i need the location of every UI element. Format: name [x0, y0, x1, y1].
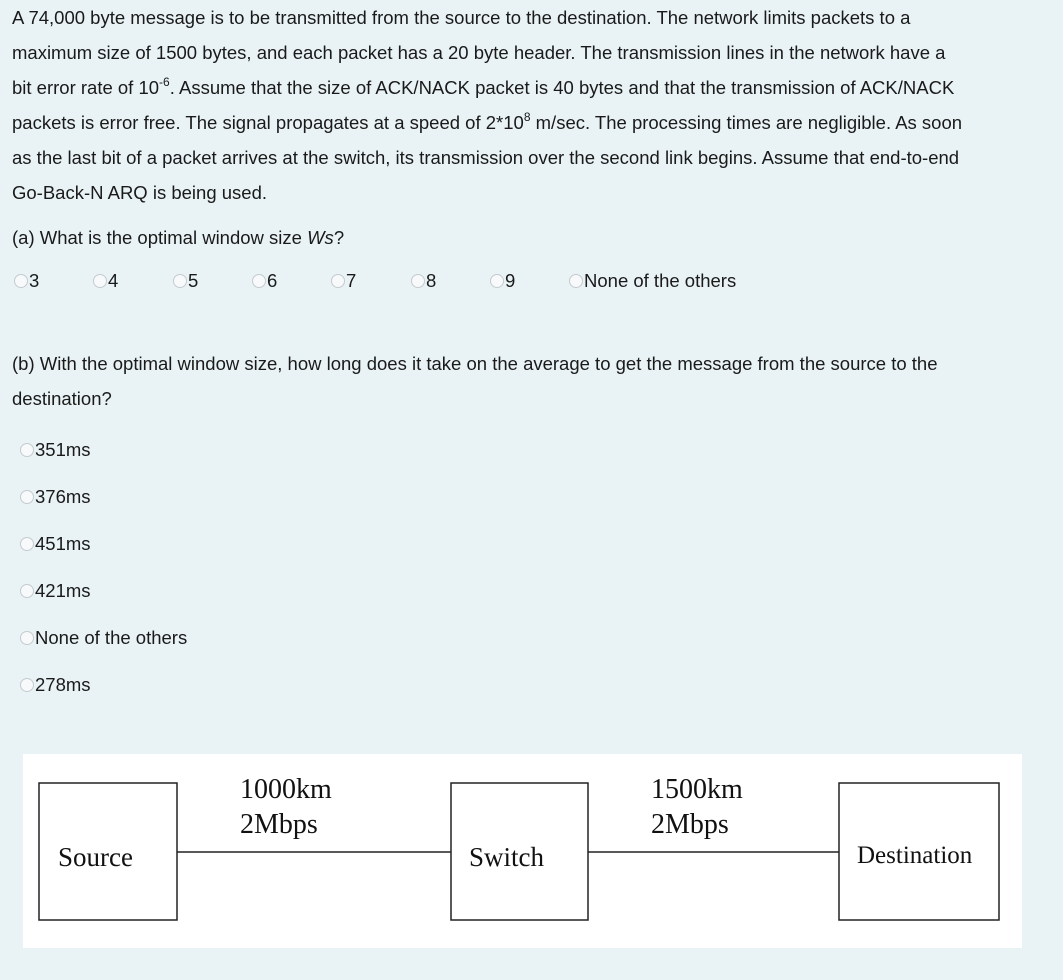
option-label: 376ms: [35, 486, 91, 507]
option-label: 351ms: [35, 439, 91, 460]
problem-line: A 74,000 byte message is to be transmitted from the source to the destination. The network limits packets to a: [12, 7, 911, 28]
option-label: 8: [426, 270, 437, 291]
problem-line: Go-Back-N ARQ is being used.: [12, 182, 267, 203]
radio-button[interactable]: [20, 490, 34, 504]
question-a-variable: Ws: [307, 227, 334, 248]
question-a: [12, 220, 344, 255]
radio-button[interactable]: [569, 274, 583, 288]
problem-line: as the last bit of a packet arrives at the switch, its transmission over the second link begins. Assume that end-to-end: [12, 147, 960, 168]
option-b-278ms[interactable]: [20, 674, 91, 696]
destination-label: Destination: [857, 842, 973, 869]
radio-button[interactable]: [14, 274, 28, 288]
problem-text: packets is error free. The signal propagates at a speed of 2*10: [12, 112, 524, 133]
radio-button[interactable]: [20, 537, 34, 551]
radio-button[interactable]: [252, 274, 266, 288]
option-a-8[interactable]: [411, 270, 436, 292]
problem-statement: [12, 0, 1052, 210]
question-a-suffix: ?: [333, 227, 345, 248]
problem-line: [12, 105, 1052, 140]
link-2-distance: 1500km: [651, 774, 743, 805]
option-label: 4: [108, 270, 119, 291]
option-a-9[interactable]: [490, 270, 515, 292]
problem-line: maximum size of 1500 bytes, and each packet has a 20 byte header. The transmission lines in the network have a: [12, 42, 946, 63]
option-a-6[interactable]: [252, 270, 277, 292]
question-b-line: (b) With the optimal window size, how long does it take on the average to get the message from the source to the: [12, 353, 938, 374]
link-2-rate: 2Mbps: [651, 809, 729, 840]
question-b: [12, 346, 1052, 416]
radio-button[interactable]: [490, 274, 504, 288]
link-1-distance: 1000km: [240, 774, 332, 805]
radio-button[interactable]: [331, 274, 345, 288]
exponent: 8: [523, 109, 531, 124]
option-a-4[interactable]: [93, 270, 118, 292]
option-a-5[interactable]: [173, 270, 198, 292]
switch-label: Switch: [469, 842, 545, 872]
option-label: 6: [267, 270, 278, 291]
option-b-none[interactable]: [20, 627, 187, 649]
problem-text: m/sec. The processing times are negligible. As soon: [530, 112, 963, 133]
option-b-376ms[interactable]: [20, 486, 91, 508]
radio-button[interactable]: [20, 631, 34, 645]
radio-button[interactable]: [93, 274, 107, 288]
problem-line: [12, 70, 1052, 105]
option-label: None of the others: [35, 627, 188, 648]
option-label: 3: [29, 270, 40, 291]
radio-button[interactable]: [20, 584, 34, 598]
option-label: 5: [188, 270, 199, 291]
radio-button[interactable]: [20, 443, 34, 457]
option-b-351ms[interactable]: [20, 439, 91, 461]
option-label: 451ms: [35, 533, 91, 554]
option-label: 421ms: [35, 580, 91, 601]
option-label: 278ms: [35, 674, 91, 695]
source-label: Source: [58, 842, 133, 872]
option-a-7[interactable]: [331, 270, 356, 292]
link-1-rate: 2Mbps: [240, 809, 318, 840]
network-diagram: [23, 754, 1022, 948]
option-b-421ms[interactable]: [20, 580, 91, 602]
problem-text: . Assume that the size of ACK/NACK packet is 40 bytes and that the transmission of ACK/NACK: [169, 77, 955, 98]
network-diagram-svg: [23, 754, 1022, 948]
option-a-3[interactable]: [14, 270, 39, 292]
option-label: 9: [505, 270, 516, 291]
option-b-451ms[interactable]: [20, 533, 91, 555]
option-label: 7: [346, 270, 357, 291]
exponent: -6: [159, 74, 170, 89]
option-a-none[interactable]: [569, 270, 736, 292]
radio-button[interactable]: [173, 274, 187, 288]
radio-button[interactable]: [411, 274, 425, 288]
option-label: None of the others: [584, 270, 737, 291]
problem-text: bit error rate of 10: [12, 77, 160, 98]
question-a-prefix: (a) What is the optimal window size: [12, 227, 308, 248]
question-b-line: destination?: [12, 388, 112, 409]
radio-button[interactable]: [20, 678, 34, 692]
